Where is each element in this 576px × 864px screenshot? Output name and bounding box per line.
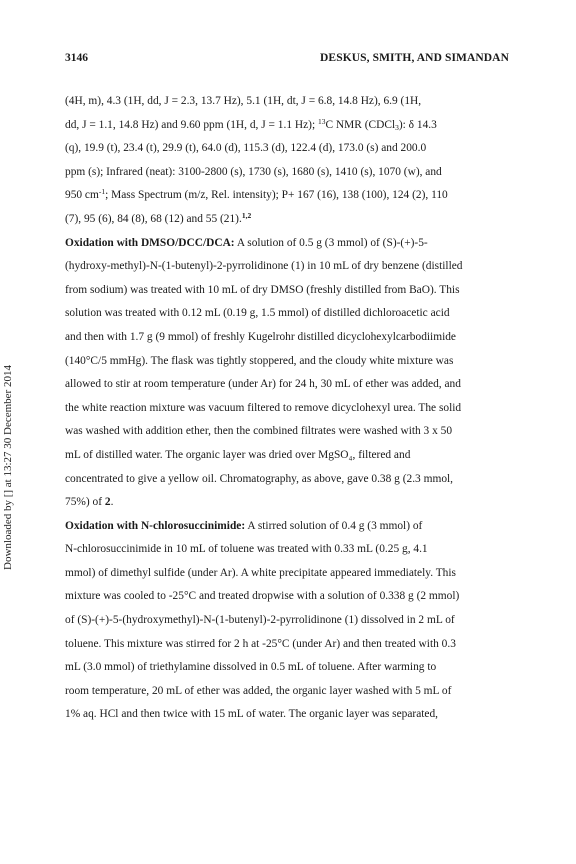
page-number: 3146 [65,52,88,64]
text-line: (hydroxy-methyl)-N-(1-butenyl)-2-pyrrolidinone (1) in 10 mL of dry benzene (distilled [65,260,463,273]
text-line: and then with 1.7 g (9 mmol) of freshly Kugelrohr distilled dicyclohexylcarbodiimide [65,330,456,343]
text-line: mmol) of dimethyl sulfide (under Ar). A white precipitate appeared immediately. This [65,566,456,579]
text-line: mL (3.0 mmol) of triethylamine dissolved in 0.5 mL of toluene. After warming to [65,661,437,674]
text-line: (q), 19.9 (t), 23.4 (t), 29.9 (t), 64.0 (d), 115.3 (d), 122.4 (d), 173.0 (s) and 200.0 [65,142,427,155]
page-header [65,52,509,68]
text-line: concentrated to give a yellow oil. Chromatography, as above, gave 0.38 g (2.3 mmol, [65,472,454,485]
text-line: room temperature, 20 mL of ether was added, the organic layer washed with 5 mL of [65,684,452,697]
article-body [65,90,515,727]
running-head: DESKUS, SMITH, AND SIMANDAN [320,52,509,64]
text-line: solution was treated with 0.12 mL (0.19 g, 1.5 mmol) of distilled dichloroacetic acid [65,307,450,320]
text-line: was washed with addition ether, then the combined filtrates were washed with 3 x 50 [65,425,453,438]
text-line: toluene. This mixture was stirred for 2 h at -25°C (under Ar) and then treated with 0.3 [65,637,456,650]
text-line: ppm (s); Infrared (neat): 3100-2800 (s), 1730 (s), 1680 (s), 1410 (s), 1070 (w), and [65,165,442,178]
text-line: from sodium) was treated with 10 mL of dry DMSO (freshly distilled from BaO). This [65,283,460,296]
text-line: mixture was cooled to -25°C and treated dropwise with a solution of 0.338 g (2 mmol) [65,590,460,603]
text-line: dd, J = 1.1, 14.8 Hz) and 9.60 ppm (1H, d, J = 1.1 Hz); $^{13}$C NMR (CDCl$_3$): δ 14.3 [65,116,437,132]
text-line: (140°C/5 mmHg). The flask was tightly stoppered, and the cloudy white mixture was [65,354,454,367]
text-line: allowed to stir at room temperature (under Ar) for 24 h, 30 mL of ether was added, and [65,378,461,391]
text-line: (7), 95 (6), 84 (8), 68 (12) and 55 (21).$^{1,2}$ [65,210,252,225]
download-watermark: Downloaded by [] at 13:27 30 December 2014 [2,365,14,570]
text-line: of (S)-(+)-5-(hydroxymethyl)-N-(1-butenyl)-2-pyrrolidinone (1) dissolved in 2 mL of [65,614,455,627]
text-line: (4H, m), 4.3 (1H, dd, J = 2.3, 13.7 Hz), 5.1 (1H, dt, J = 6.8, 14.8 Hz), 6.9 (1H, [65,95,422,107]
section-heading-line: Oxidation with N-chlorosuccinimide: A stirred solution of 0.4 g (3 mmol) of [65,519,423,532]
section-heading-dmso: Oxidation with DMSO/DCC/DCA: [65,236,235,249]
text-line: mL of distilled water. The organic layer was dried over MgSO₄, filtered and [65,448,411,461]
text-line: N-chlorosuccinimide in 10 mL of toluene was treated with 0.33 mL (0.25 g, 4.1 [65,543,428,556]
text-line: 1% aq. HCl and then twice with 15 mL of water. The organic layer was separated, [65,708,439,721]
section-heading-line: Oxidation with DMSO/DCC/DCA: A solution of 0.5 g (3 mmol) of (S)-(+)-5- [65,236,428,249]
text-line: 950 $cm^{-1}$; Mass Spectrum (m/z, Rel. intensity); P+ 167 (16), 138 (100), 124 (2), 110 [65,187,448,202]
text-line: the white reaction mixture was vacuum filtered to remove dicyclohexyl urea. The solid [65,401,462,414]
text-line: 75%) of 2. [65,496,114,509]
section-heading-ncs: Oxidation with N-chlorosuccinimide: [65,519,246,532]
